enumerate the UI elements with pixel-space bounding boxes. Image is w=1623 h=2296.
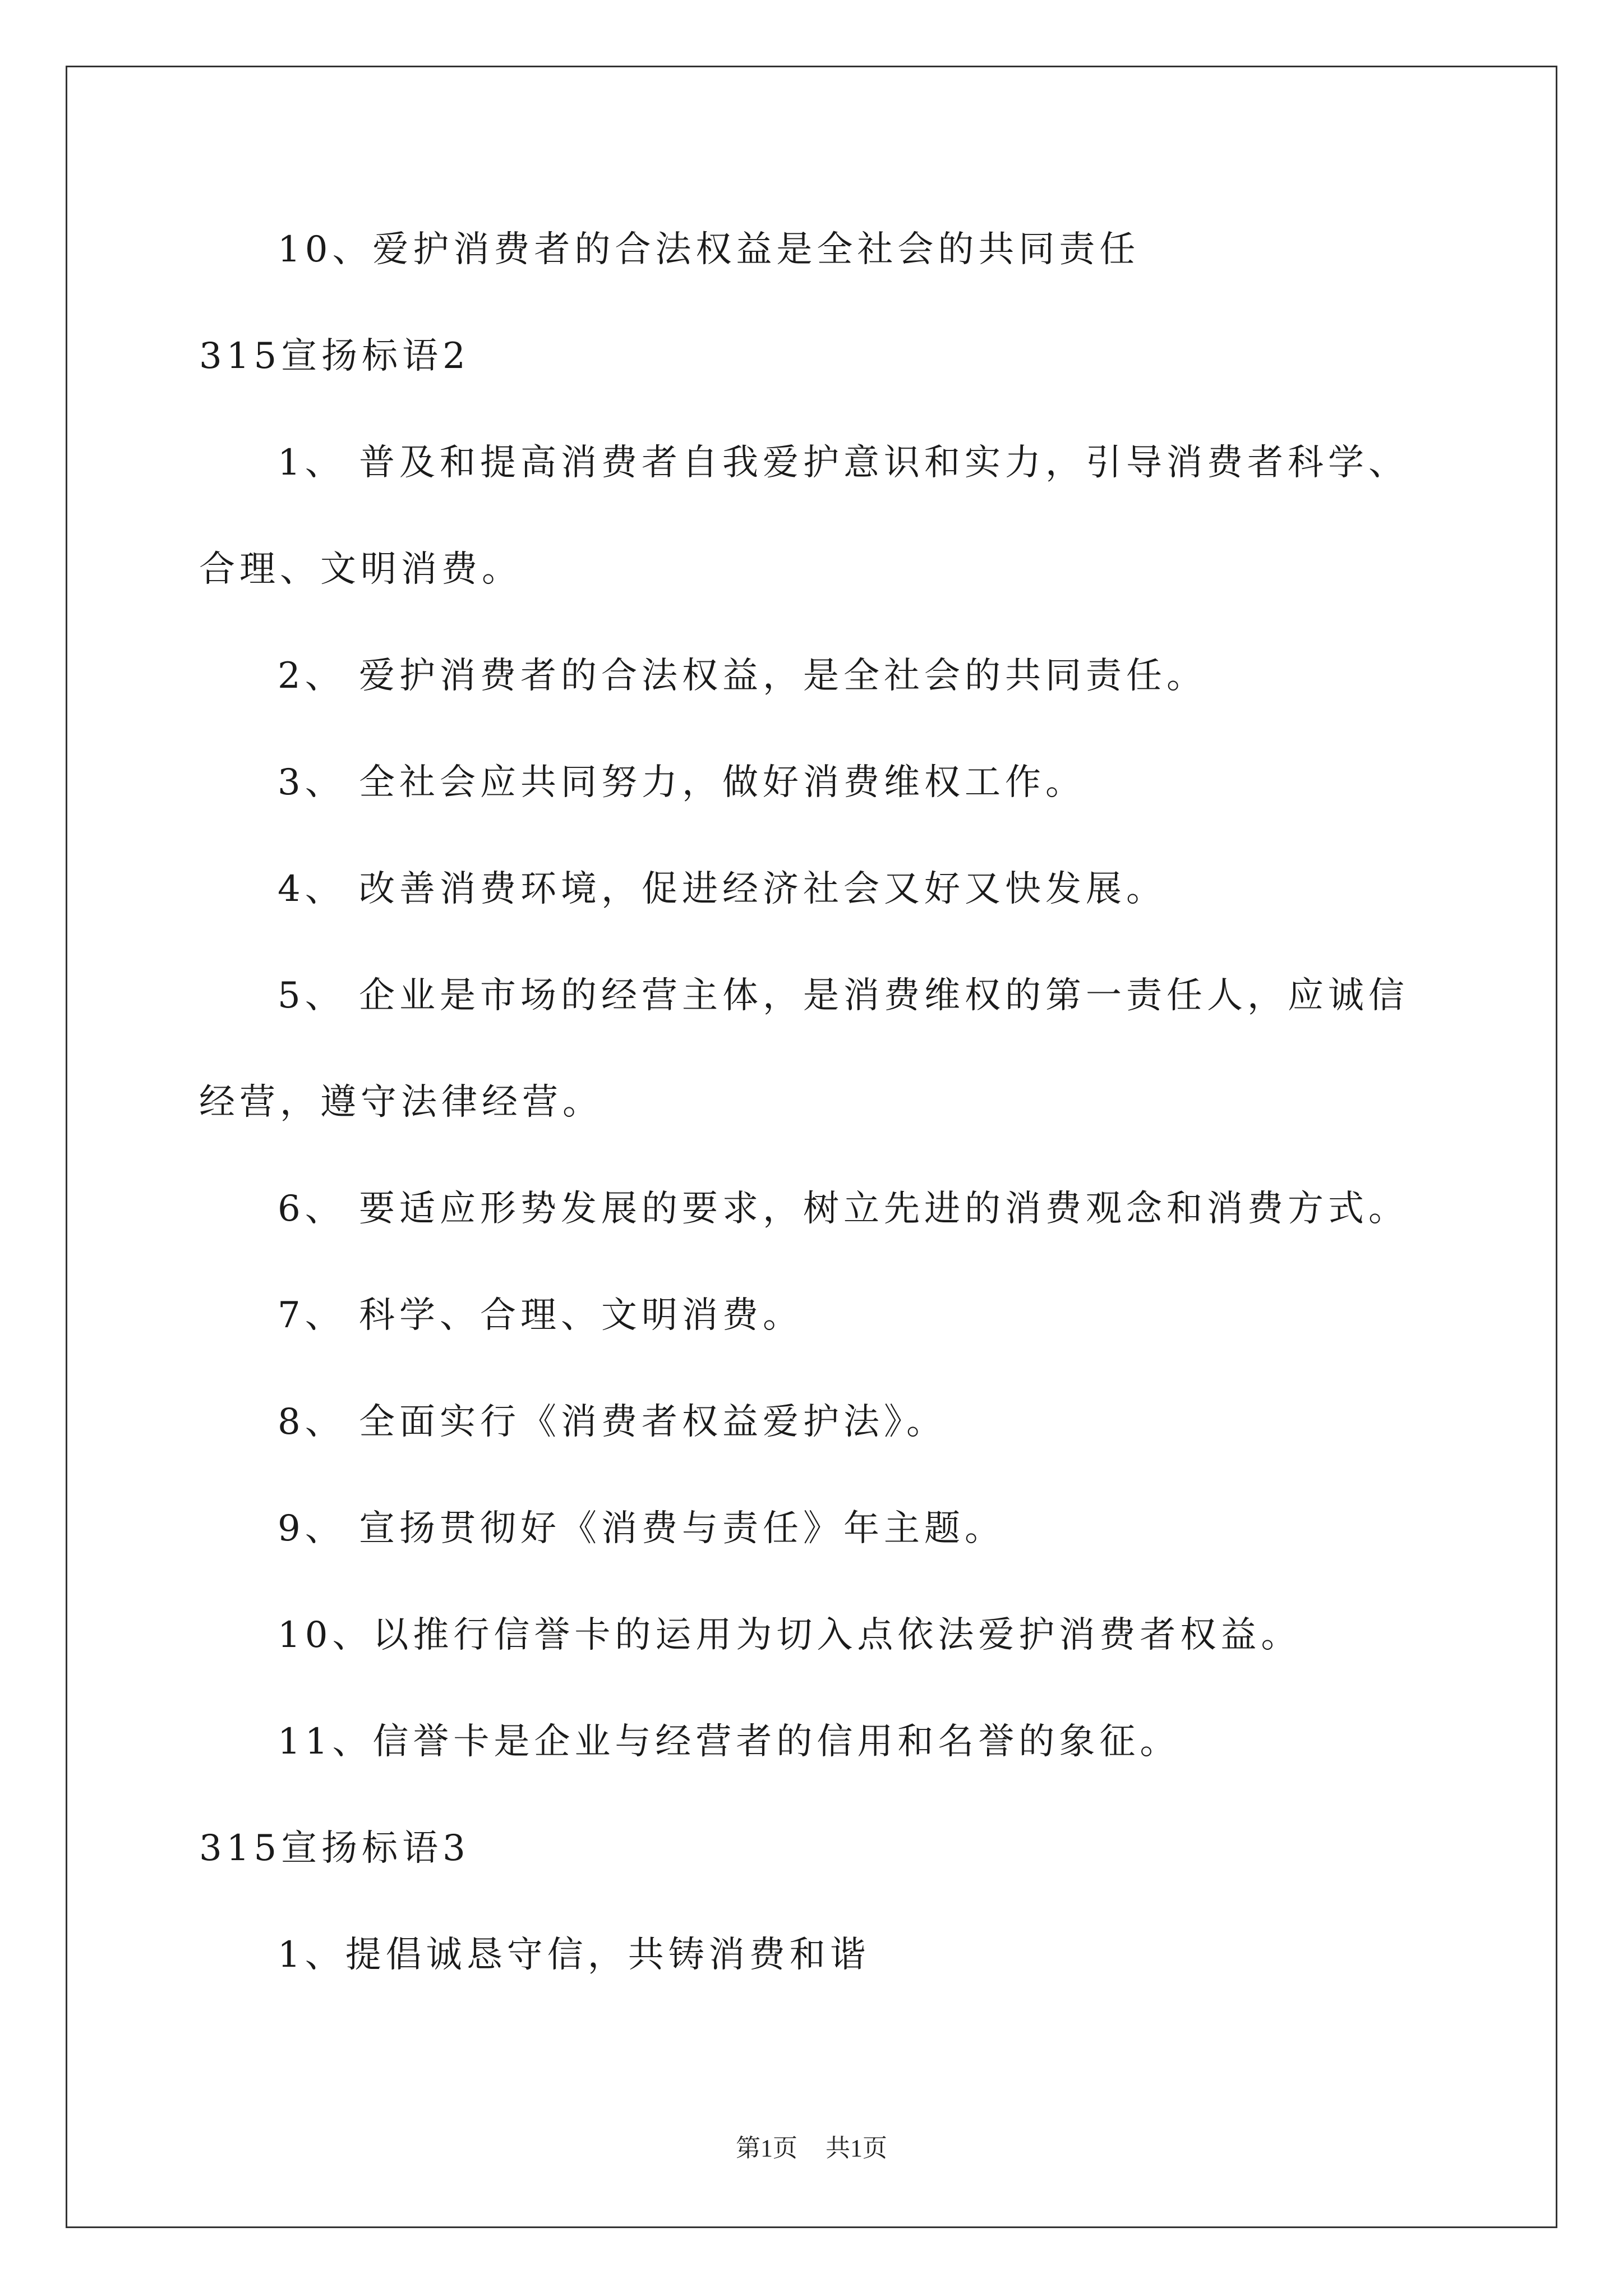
list-item [278, 1290, 803, 1341]
list-item [278, 970, 1409, 1021]
list-item [278, 757, 1086, 808]
list-item [278, 651, 1207, 701]
list-text: 普及和提高消费者自我爱护意识和实力，引导消费者科学、 [359, 442, 1409, 484]
paragraph-line [199, 1077, 603, 1128]
paragraph-line [199, 544, 522, 595]
list-number: 4、 [278, 868, 345, 910]
list-number: 7、 [278, 1295, 345, 1336]
list-number: 6、 [278, 1188, 345, 1230]
list-text: 改善消费环境，促进经济社会又好又快发展。 [359, 868, 1166, 910]
paragraph-line [278, 224, 1140, 275]
page-total: 共1页 [826, 2134, 887, 2162]
list-number: 3、 [278, 762, 345, 803]
page-border [66, 66, 1557, 2228]
list-text: 爱护消费者的合法权益，是全社会的共同责任。 [359, 655, 1207, 697]
section-heading [199, 1823, 470, 1874]
list-text: 10、以推行信誉卡的运用为切入点依法爱护消费者权益。 [278, 1614, 1302, 1656]
line-text: 经营，遵守法律经营。 [199, 1082, 603, 1123]
list-text: 全面实行《消费者权益爱护法》。 [359, 1401, 947, 1443]
list-item [278, 1397, 947, 1447]
heading-text: 315宣扬标语2 [199, 335, 470, 377]
list-item [278, 1930, 870, 1980]
list-number: 1、 [278, 442, 345, 484]
list-item [278, 1184, 1409, 1234]
section-heading [199, 331, 470, 381]
list-item [278, 1717, 1180, 1767]
list-number: 5、 [278, 975, 345, 1016]
line-text: 合理、文明消费。 [199, 549, 522, 590]
heading-text: 315宣扬标语3 [199, 1828, 470, 1869]
list-text: 全社会应共同努力，做好消费维权工作。 [359, 762, 1086, 803]
list-text: 要适应形势发展的要求，树立先进的消费观念和消费方式。 [359, 1188, 1409, 1230]
page-number: 第1页 [736, 2134, 797, 2162]
list-item [278, 864, 1166, 914]
list-number: 9、 [278, 1508, 345, 1549]
list-text: 1、提倡诚恳守信，共铸消费和谐 [278, 1934, 870, 1976]
list-item [278, 1610, 1301, 1660]
list-item [278, 1503, 1005, 1554]
list-number: 8、 [278, 1401, 345, 1443]
list-text: 宣扬贯彻好《消费与责任》年主题。 [359, 1508, 1005, 1549]
line-text: 10、爱护消费者的合法权益是全社会的共同责任 [278, 229, 1140, 270]
page-footer [0, 2132, 1623, 2165]
list-number: 2、 [278, 655, 345, 697]
list-text: 11、信誉卡是企业与经营者的信用和名誉的象征。 [278, 1721, 1181, 1763]
list-text: 科学、合理、文明消费。 [359, 1295, 803, 1336]
list-text: 企业是市场的经营主体，是消费维权的第一责任人，应诚信 [359, 975, 1409, 1016]
list-item [278, 438, 1409, 488]
